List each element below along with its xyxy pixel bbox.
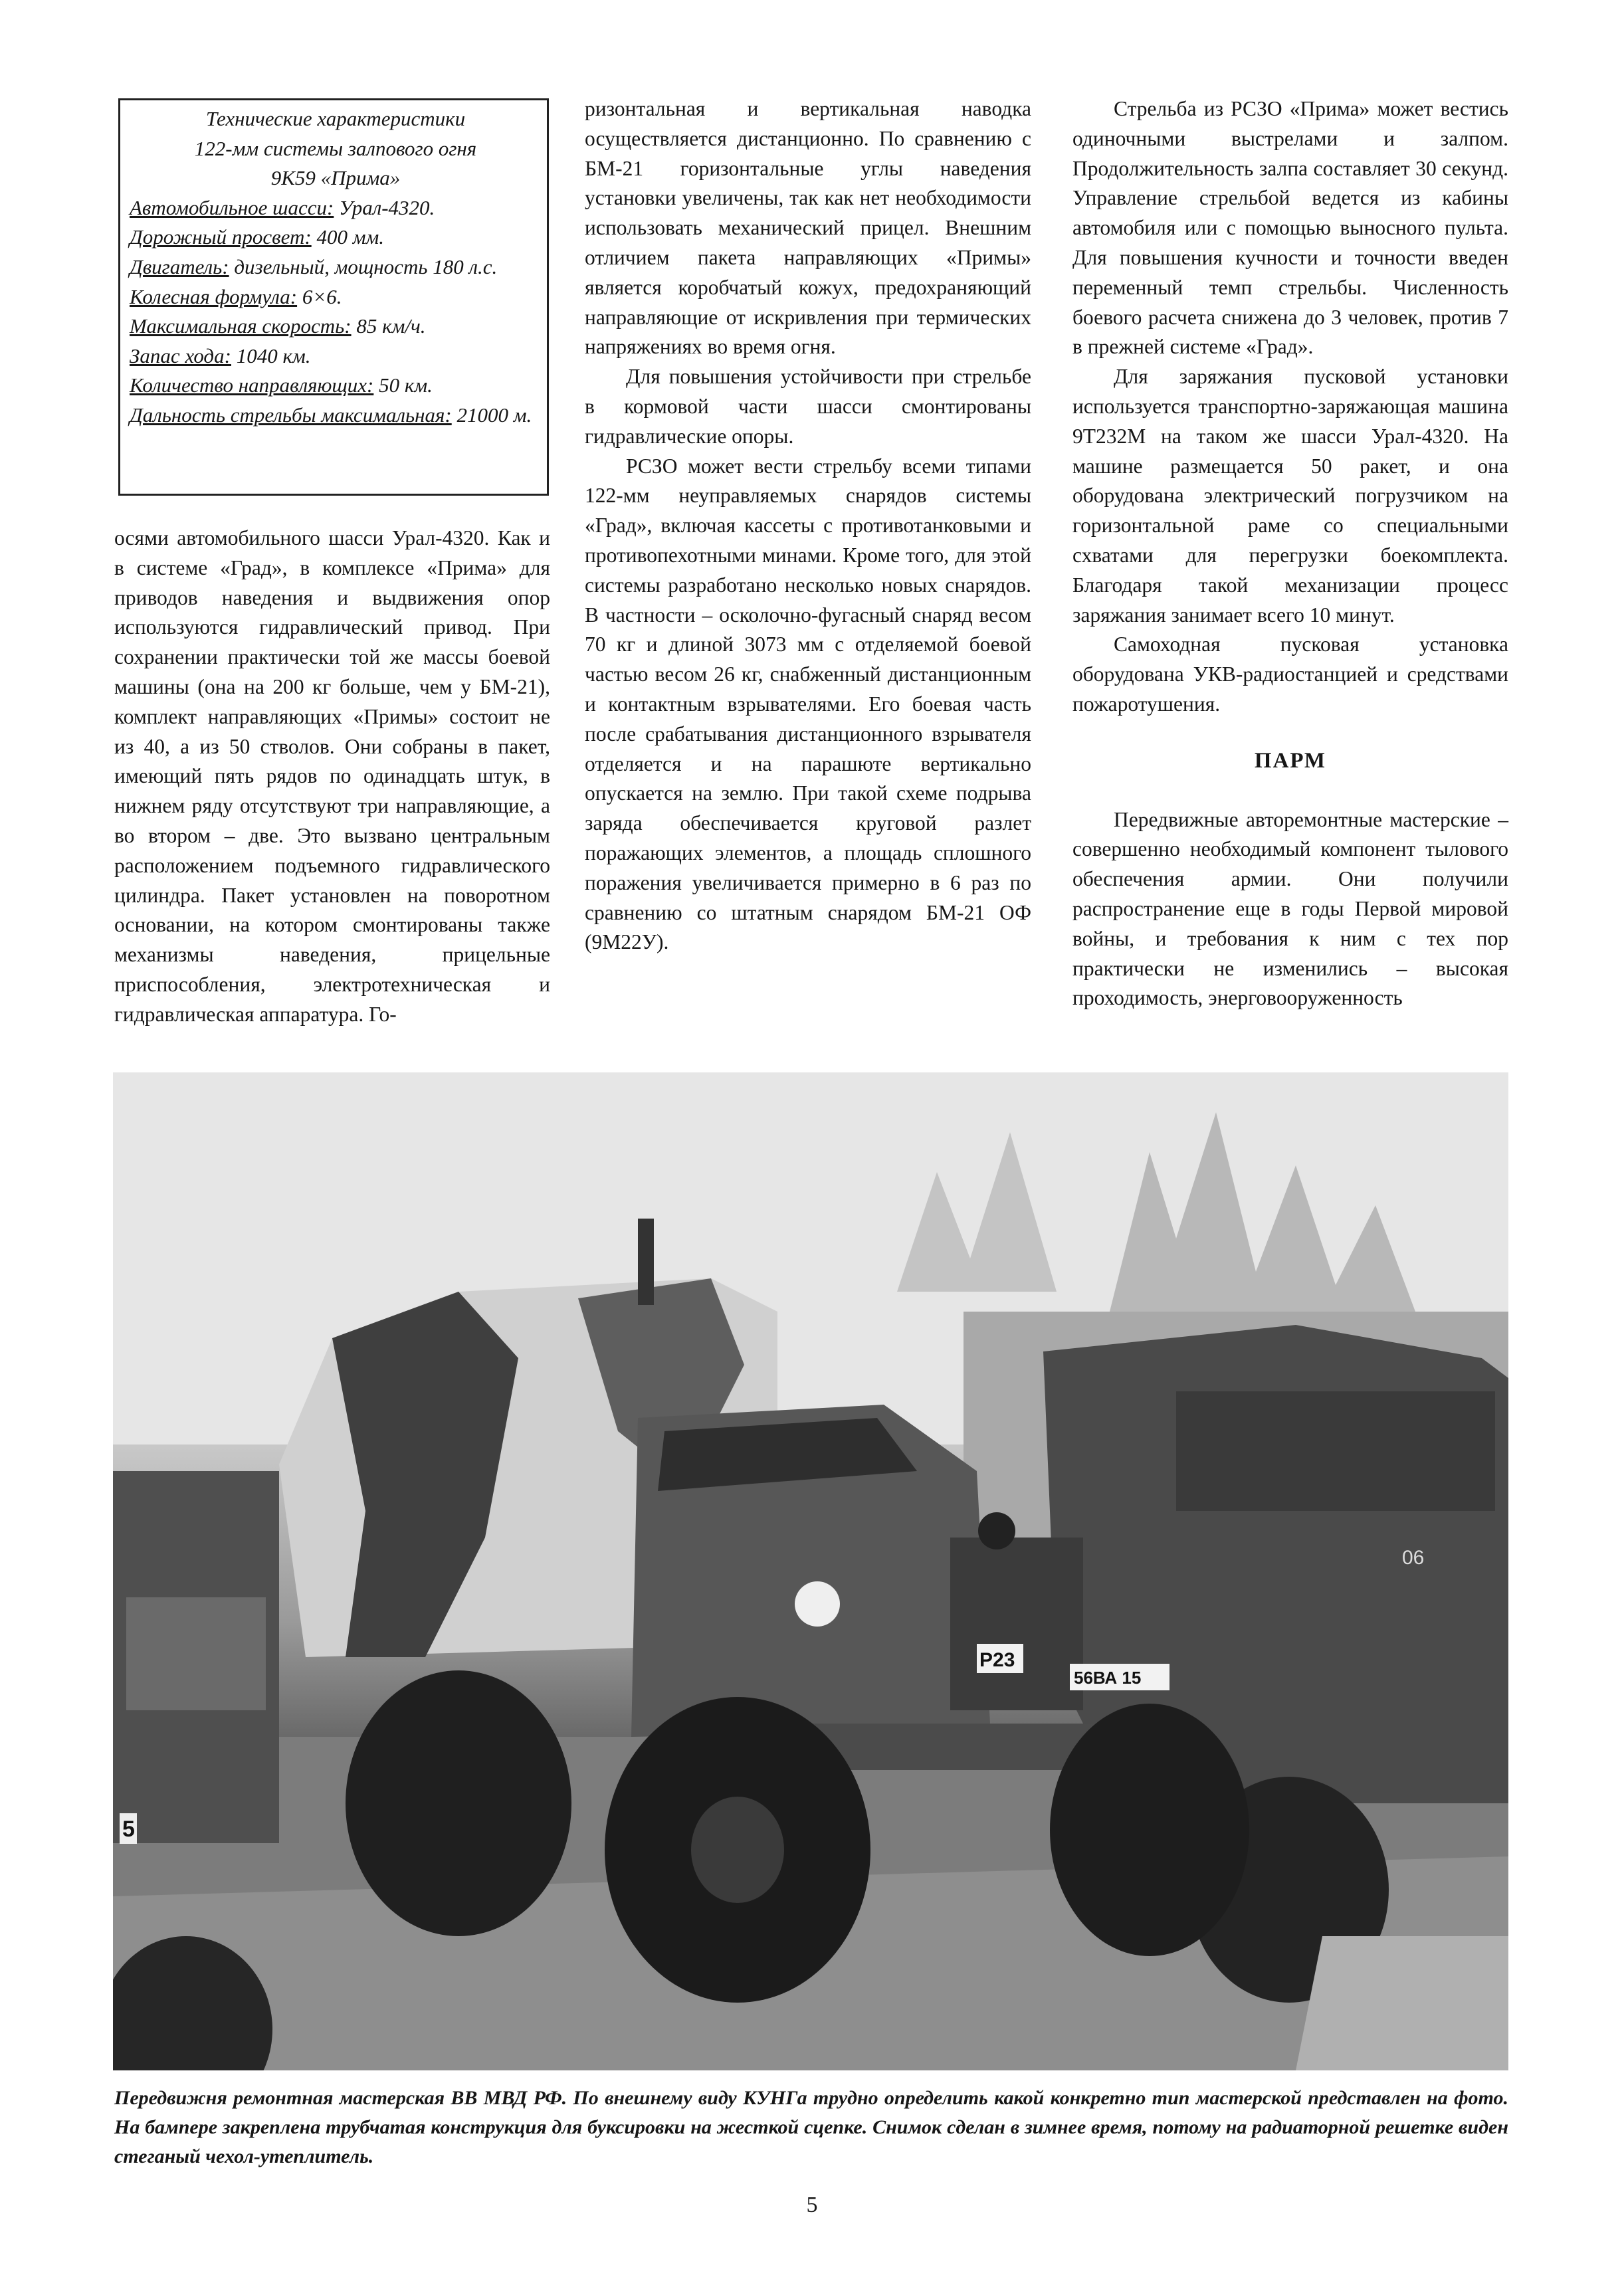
spec-row-range <box>130 342 542 371</box>
front-plate-text: P23 <box>979 1649 1015 1671</box>
spec-row-clearance <box>130 223 542 252</box>
page-number: 5 <box>806 2193 818 2217</box>
paragraph: Для заряжания пусковой установки используется транспортно-заряжающая машина 9Т232М на таком же шасси Урал-4320. На машине размещается 50 ракет, и она оборудована электрический погрузчиком на горизонтальной раме со специальными схватами для перегрузки боекомплекта. Благодаря такой механизации процесс заряжания занимает всего 10 минут. <box>1072 365 1508 627</box>
headlight <box>795 1581 840 1627</box>
spec-row-engine <box>130 252 542 282</box>
text-column-1 <box>114 524 550 1030</box>
spec-row-max-speed <box>130 312 542 342</box>
spec-label: Дальность стрельбы максимальная: <box>130 403 452 427</box>
section-heading: ПАРМ <box>1254 748 1327 773</box>
text-column-3 <box>1072 94 1508 1013</box>
wheel-hub <box>691 1797 784 1903</box>
exhaust-pipe <box>638 1219 654 1305</box>
spec-label: Запас хода: <box>130 344 231 367</box>
specs-box <box>118 98 549 496</box>
spec-row-guides <box>130 371 542 401</box>
spec-value: Урал-4320. <box>334 195 435 219</box>
headlight <box>978 1512 1015 1549</box>
paragraph: ризонтальная и вертикальная наводка осуществляется дистанционно. По сравнению с БМ-21 горизонтальные углы наведения установки увеличены, так как нет необходимости использовать механический прицел. Внешним отличием пакета направляющих «Примы» является коробчатый кожух, предохраняющий направляющие от искривления при термических напряжениях во время огня. <box>585 97 1031 359</box>
spec-label: Двигатель: <box>130 254 229 278</box>
paragraph: осями автомобильного шасси Урал-4320. Как и в системе «Град», в комплексе «Прима» для приводов наведения и выдвижения опор используются гидравлический привод. При сохранении практически той же массы боевой машины (она на 200 кг больше, чем у БМ-21), комплект направляющих «Примы» состоит не из 40, а из 50 стволов. Они собраны в пакет, имеющий пять рядов по одинадцать штук, в нижнем ряду отсутствуют три направляющие, а во втором – две. Это вызвано центральным расположением подъемного гидравлического цилиндра. Пакет установлен на поворотном основании, на котором смонтированы также механизмы наведения, прицельные приспособления, электротехническая и гидравлическая аппаратура. Го- <box>114 526 550 1026</box>
spec-value: 400 мм. <box>311 225 385 249</box>
spec-label: Количество направляющих: <box>130 373 374 397</box>
spec-row-firing-range <box>130 401 542 431</box>
truck-photo <box>113 1072 1508 2070</box>
truck-wheel <box>1050 1704 1249 1956</box>
radiator-cover <box>950 1538 1083 1710</box>
spec-value: 21000 м. <box>451 403 532 427</box>
left-plate-text: 5 <box>122 1817 135 1842</box>
specs-title-2: 122-мм системы залпового огня <box>194 136 477 160</box>
paragraph: РСЗО может вести стрельбу всеми типами 122-мм неуправляемых снарядов системы «Град», включая кассеты с противотанковыми и противопехотными минами. Кроме того, для этой системы разработано несколько новых снарядов. В частности – осколочно-фугасный снаряд весом 70 кг и длиной 3073 мм с отделяемой боевой частью весом 26 кг, снабженный дистанционным и контактным взрывателями. Его боевая часть после срабатывания дистанционного взрывателя отделяется и на парашюте вертикально опускается на землю. При такой схеме подрыва заряда обеспечивается круговой разлет поражающих элементов, а площадь сплошного поражения увеличивается примерно в 6 раз по сравнению со штатным снарядом БМ-21 ОФ (9М22У). <box>585 454 1031 954</box>
photo-caption: Передвижня ремонтная мастерская ВВ МВД РФ. По внешнему виду КУНГа трудно определить какой конкретно тип мастерской представлен на фото. На бампере закреплена трубчатая конструкция для буксировки на жесткой сцепке. Снимок сделан в зимнее время, потому на радиаторной решетке виден стеганый чехол-утеплитель. <box>114 2087 1508 2167</box>
specs-title-1: Технические характеристики <box>205 107 466 130</box>
spec-row-chassis <box>130 193 542 223</box>
specs-title-3: 9К59 «Прима» <box>270 166 401 190</box>
truck-wheel <box>346 1670 571 1936</box>
spec-value: 1040 км. <box>231 344 311 367</box>
paragraph: Для повышения устойчивости при стрельбе в кормовой части шасси смонтированы гидравлические опоры. <box>585 365 1031 448</box>
paragraph: Передвижные авторемонтные мастерские – совершенно необходимый компонент тылового обеспечения армии. Они получили распространение еще в годы Первой мировой войны, и требования к ним с тех пор практически не изменились – высокая проходимость, энерговооруженность <box>1072 807 1508 1010</box>
spec-row-wheel-formula <box>130 282 542 312</box>
truck-photo-illustration <box>113 1072 1508 2070</box>
left-truck-grille <box>126 1597 266 1710</box>
text-column-2 <box>585 94 1031 957</box>
rear-plate-text: 56ВА 15 <box>1074 1668 1142 1688</box>
spec-value: 50 км. <box>373 373 433 397</box>
spec-value: дизельный, мощность 180 л.с. <box>229 254 498 278</box>
spec-label: Максимальная скорость: <box>130 314 352 338</box>
spec-value: 85 км/ч. <box>351 314 426 338</box>
foreground-slab <box>1296 1936 1508 2070</box>
right-truck-number: 06 <box>1402 1547 1425 1569</box>
spec-label: Дорожный просвет: <box>130 225 312 249</box>
paragraph: Стрельба из РСЗО «Прима» может вестись одиночными выстрелами и залпом. Продолжительность залпа составляет 30 секунд. Управление стрельбой ведется из кабины автомобиля или с помощью выносного пульта. Для повышения кучности и точности введен переменный темп стрельбы. Численность боевого расчета снижена до 3 человек, против 7 в прежней системе «Град». <box>1072 97 1508 359</box>
spec-label: Автомобильное шасси: <box>130 195 334 219</box>
spec-label: Колесная формула: <box>130 284 298 308</box>
paragraph: Самоходная пусковая установка оборудована УКВ-радиостанцией и средствами пожаротушения. <box>1072 633 1508 716</box>
spec-value: 6×6. <box>297 284 342 308</box>
right-truck-windshield <box>1176 1391 1495 1511</box>
